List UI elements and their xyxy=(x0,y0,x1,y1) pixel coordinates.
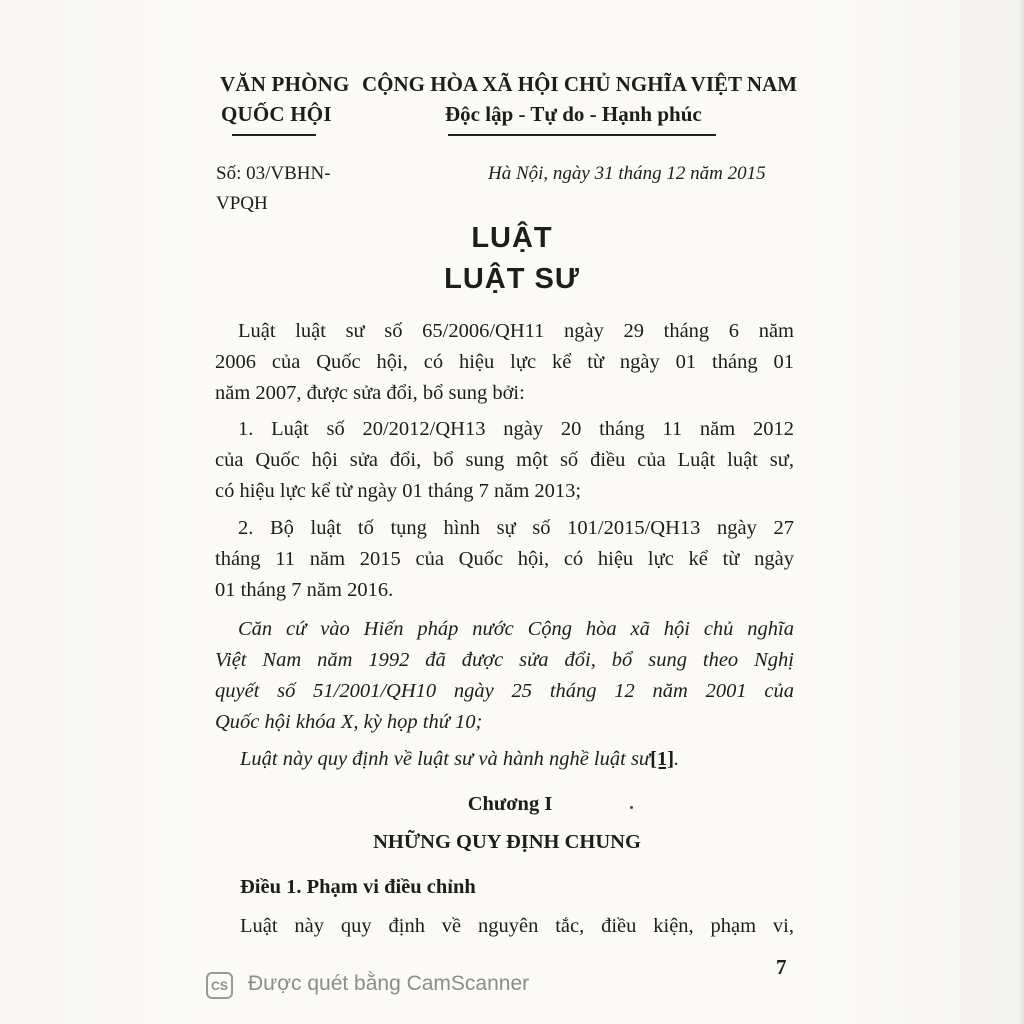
amendment-line: 1. Luật số 20/2012/QH13 ngày 20 tháng 11 năm 2012 xyxy=(238,418,794,440)
office-name-line1: VĂN PHÒNG xyxy=(220,72,350,96)
amendment-line: của Quốc hội sửa đổi, bổ sung một số điều của Luật luật sư, xyxy=(215,449,794,471)
republic-name: CỘNG HÒA XÃ HỘI CHỦ NGHĨA VIỆT NAM xyxy=(362,72,798,96)
scope-sentence xyxy=(240,744,679,775)
office-name-line2: QUỐC HỘI xyxy=(221,102,332,126)
motto-underline xyxy=(448,134,716,136)
intro-line: Luật luật sư số 65/2006/QH11 ngày 29 tháng 6 năm xyxy=(238,320,794,342)
chapter-label: Chương I xyxy=(467,793,553,815)
document-title-line1: LUẬT xyxy=(471,222,553,254)
intro-line: năm 2007, được sửa đổi, bổ sung bởi: xyxy=(215,382,525,404)
legal-basis-line: Căn cứ vào Hiến pháp nước Cộng hòa xã hội chủ nghĩa xyxy=(238,618,794,640)
legal-basis-line: quyết số 51/2001/QH10 ngày 25 tháng 12 năm 2001 của xyxy=(215,680,794,702)
document-title-line2: LUẬT SƯ xyxy=(444,263,580,295)
amendment-line: tháng 11 năm 2015 của Quốc hội, có hiệu lực kể từ ngày xyxy=(215,548,794,570)
page-edge-shadow xyxy=(1018,0,1024,1024)
office-underline xyxy=(232,134,316,136)
article-heading: Điều 1. Phạm vi điều chỉnh xyxy=(240,876,476,898)
chapter-title: NHỮNG QUY ĐỊNH CHUNG xyxy=(373,831,641,853)
article-first-line: Luật này quy định về nguyên tắc, điều kiện, phạm vi, xyxy=(240,915,794,937)
scope-sentence-end: . xyxy=(674,748,680,770)
document-number-line1: Số: 03/VBHN- xyxy=(216,163,331,184)
intro-line: 2006 của Quốc hội, có hiệu lực kể từ ngày 01 tháng 01 xyxy=(215,351,794,373)
amendment-line: 01 tháng 7 năm 2016. xyxy=(215,579,394,601)
amendment-line: 2. Bộ luật tố tụng hình sự số 101/2015/QH13 ngày 27 xyxy=(238,517,794,539)
footnote-link[interactable]: [1] xyxy=(650,748,675,770)
ink-speck xyxy=(630,806,633,809)
amendment-line: có hiệu lực kể từ ngày 01 tháng 7 năm 2013; xyxy=(215,480,582,502)
camscanner-logo-icon: CS xyxy=(206,972,233,999)
place-and-date: Hà Nội, ngày 31 tháng 12 năm 2015 xyxy=(488,163,766,184)
legal-basis-line: Quốc hội khóa X, kỳ họp thứ 10; xyxy=(215,711,483,733)
scanner-watermark: Được quét bằng CamScanner xyxy=(248,972,530,995)
document-number-line2: VPQH xyxy=(216,193,268,214)
legal-basis-line: Việt Nam năm 1992 đã được sửa đổi, bổ sung theo Nghị xyxy=(215,649,794,671)
page-number: 7 xyxy=(776,955,787,979)
national-motto: Độc lập - Tự do - Hạnh phúc xyxy=(445,102,702,126)
scope-sentence-text: Luật này quy định về luật sư và hành nghề luật sư xyxy=(240,748,651,770)
